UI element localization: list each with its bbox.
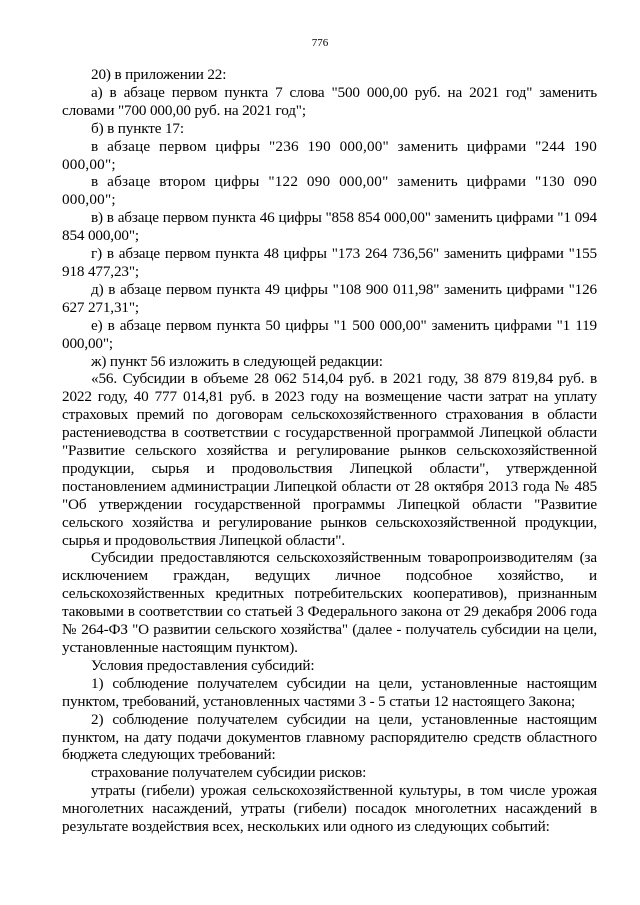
paragraph-item-d: д) в абзаце первом пункта 49 цифры "108 900 011,98" заменить цифрами "126 627 271,31"; — [62, 280, 597, 316]
paragraph-item-a: а) в абзаце первом пункта 7 слова "500 000,00 руб. на 2021 год" заменить словами "700 000,00 руб. на 2021 год"; — [62, 83, 597, 119]
paragraph-condition-1: 1) соблюдение получателем субсидии на цели, установленные настоящим пунктом, требований, установленных частями 3 - 5 статьи 12 настоящего Закона; — [62, 674, 597, 710]
paragraph-item-zh: ж) пункт 56 изложить в следующей редакции: — [91, 352, 383, 370]
paragraph-crop-loss: утраты (гибели) урожая сельскохозяйственной культуры, в том числе урожая многолетних насаждений, утраты (гибели) посадок многолетних насаждений в результате воздействия всех, нескольких или одного из следующих событий: — [62, 782, 597, 836]
paragraph-conditions-heading: Условия предоставления субсидий: — [91, 656, 315, 674]
paragraph-subsidy-recipients: Субсидии предоставляются сельскохозяйственным товаропроизводителям (за исключением граждан, ведущих личное подсобное хозяйство, и сельскохозяйственных кредитных потребительских кооперативов), признанным таковыми в соответствии со статьей 3 Федерального закона от 29 декабря 2006 года № 264-ФЗ "О развитии сельского хозяйства" (далее - получатель субсидии на цели, установленные настоящим пунктом). — [62, 549, 597, 656]
paragraph-item-g: г) в абзаце первом пункта 48 цифры "173 264 736,56" заменить цифрами "155 918 477,23"; — [62, 245, 597, 280]
document-body — [62, 66, 597, 836]
paragraph-item-v: в) в абзаце первом пункта 46 цифры "858 854 000,00" заменить цифрами "1 094 854 000,00"; — [62, 209, 597, 245]
paragraph-appendix-22: 20) в приложении 22: — [91, 66, 227, 83]
paragraph-item-b: б) в пункте 17: — [91, 119, 184, 137]
paragraph-item-b-first: в абзаце первом цифры "236 190 000,00" заменить цифрами "244 190 000,00"; — [62, 137, 597, 173]
page-number: 776 — [311, 37, 329, 49]
paragraph-condition-2: 2) соблюдение получателем субсидии на цели, установленные настоящим пунктом, на дату подачи документов главному распорядителю средств областного бюджета следующих требований: — [62, 710, 597, 764]
paragraph-risk-insurance: страхование получателем субсидии рисков: — [91, 764, 367, 782]
paragraph-item-e: е) в абзаце первом пункта 50 цифры "1 500 000,00" заменить цифрами "1 119 000,00"; — [62, 316, 597, 352]
paragraph-item-b-second: в абзаце втором цифры "122 090 000,00" заменить цифрами "130 090 000,00"; — [62, 173, 597, 209]
paragraph-point-56: «56. Субсидии в объеме 28 062 514,04 руб. в 2021 году, 38 879 819,84 руб. в 2022 году, 40 777 014,81 руб. в 2023 году на возмещение части затрат на уплату страховых премий по договорам сельскохозяйственного страхования в области растениеводства в соответствии с государственной программой Липецкой области "Развитие сельского хозяйства и регулирование рынков сельскохозяйственной продукции, сырья и продовольствия Липецкой области", утвержденной постановлением администрации Липецкой области от 28 октября 2013 года № 485 "Об утверждении государственной программы Липецкой области "Развитие сельского хозяйства и регулирование рынков сельскохозяйственной продукции, сырья и продовольствия Липецкой области". — [62, 370, 597, 549]
